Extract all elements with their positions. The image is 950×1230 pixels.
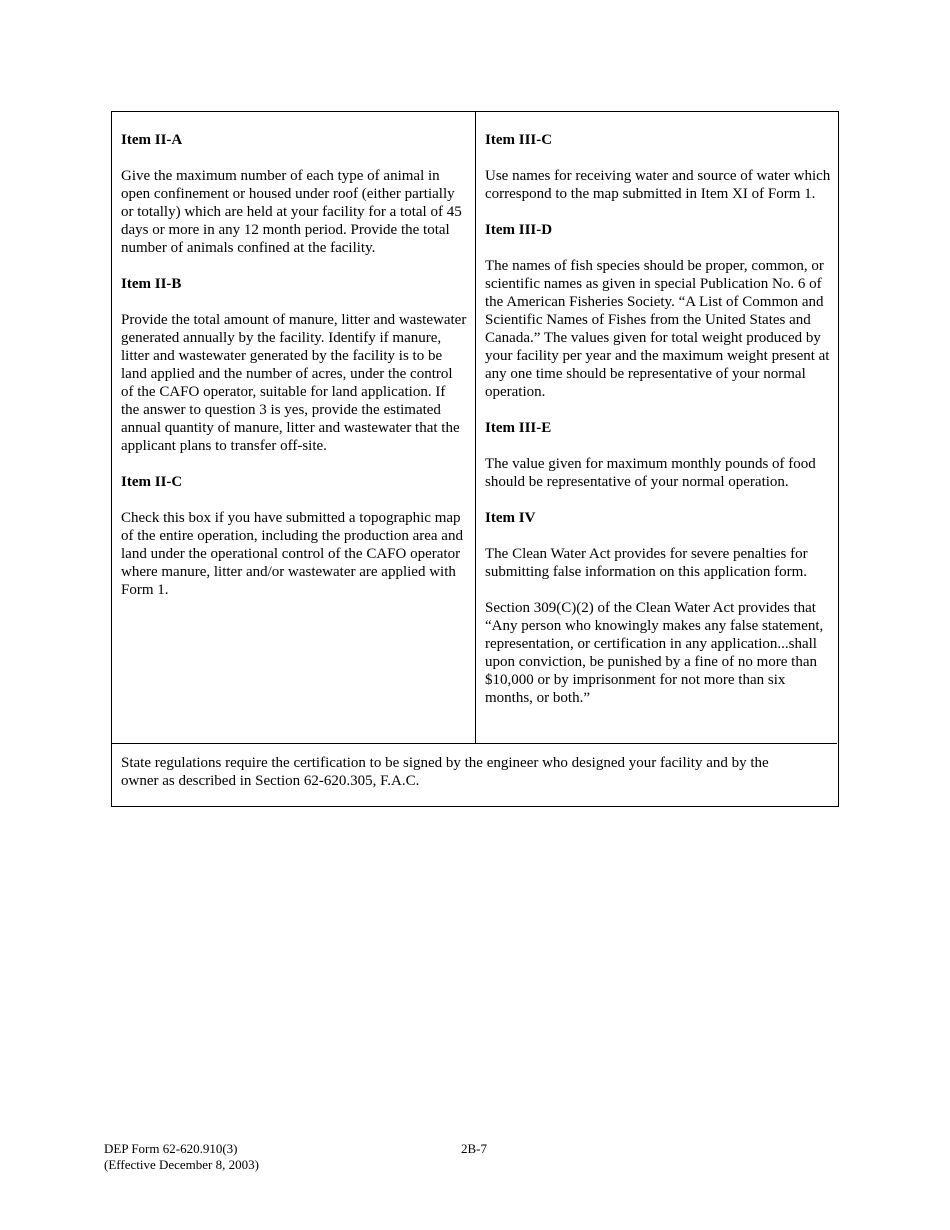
section-paragraph: Check this box if you have submitted a topographic map of the entire operation, including the production area and land under the operational control of the CAFO operator where manure, litter and/or wastewater are applied with Form 1. [121, 510, 463, 598]
section-item-ii-a [121, 131, 467, 257]
section-heading: Item IV [485, 510, 536, 526]
section-heading: Item III-C [485, 132, 553, 148]
section-heading: Item II-C [121, 474, 183, 490]
section-heading: Item II-B [121, 276, 182, 292]
section-paragraph: Use names for receiving water and source of water which correspond to the map submitted in Item XI of Form 1. [485, 168, 831, 202]
certification-note: State regulations require the certification to be signed by the engineer who designed your facility and by the owner as described in Section 62-620.305, F.A.C. [121, 755, 769, 789]
section-item-iii-d [485, 221, 832, 401]
form-footer [104, 1141, 259, 1173]
page-number: 2B-7 [461, 1141, 487, 1156]
section-item-iii-e [485, 419, 832, 491]
section-heading: Item II-A [121, 132, 183, 148]
instructions-table [111, 111, 839, 807]
effective-date: (Effective December 8, 2003) [104, 1157, 259, 1172]
section-paragraph: Section 309(C)(2) of the Clean Water Act provides that “Any person who knowingly makes any false statement, representation, or certification in any application...shall upon conviction, be punished by a fine of no more than $10,000 or by imprisonment for not more than six months, or both.” [485, 600, 824, 706]
right-column [476, 112, 838, 743]
form-number: DEP Form 62-620.910(3) [104, 1141, 238, 1156]
section-paragraph: Give the maximum number of each type of animal in open confinement or housed under roof (either partially or totally) which are held at your facility for a total of 45 days or more in any 12 month period. Provide the total number of animals confined at the facility. [121, 168, 462, 256]
section-paragraph: The Clean Water Act provides for severe penalties for submitting false information on this application form. [485, 546, 808, 580]
section-item-iii-c [485, 131, 832, 203]
certification-note-cell [112, 743, 837, 805]
left-column [112, 112, 476, 743]
section-item-iv [485, 509, 832, 707]
section-heading: Item III-D [485, 222, 553, 238]
section-item-ii-c [121, 473, 467, 599]
section-paragraph: The value given for maximum monthly pounds of food should be representative of your normal operation. [485, 456, 816, 490]
section-paragraph: The names of fish species should be proper, common, or scientific names as given in special Publication No. 6 of the American Fisheries Society. “A List of Common and Scientific Names of Fishes from the United States and Canada.” The values given for total weight produced by your facility per year and the maximum weight present at any one time should be representative of your normal operation. [485, 258, 830, 400]
section-item-ii-b [121, 275, 467, 455]
section-paragraph: Provide the total amount of manure, litter and wastewater generated annually by the facility. Identify if manure, litter and wastewater generated by the facility is to be land applied and the number of acres, under the control of the CAFO operator, suitable for land application. If the answer to question 3 is yes, provide the estimated annual quantity of manure, litter and wastewater that the applicant plans to transfer off-site. [121, 312, 467, 454]
section-heading: Item III-E [485, 420, 552, 436]
